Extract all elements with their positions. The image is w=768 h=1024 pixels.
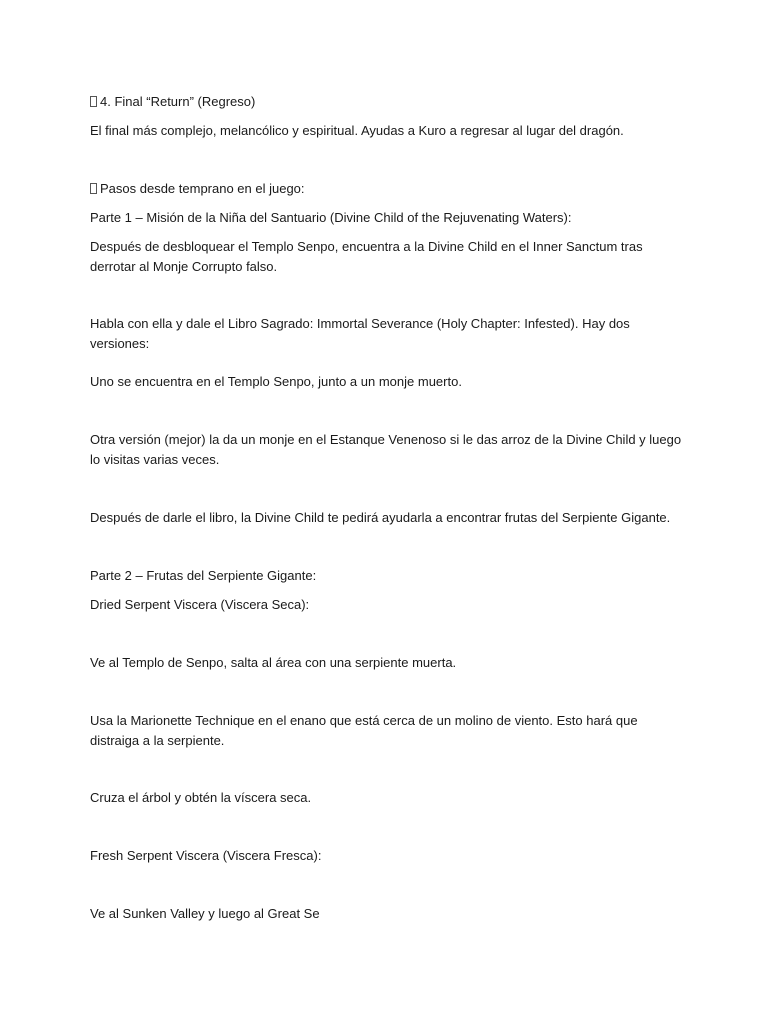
missing-glyph-icon (90, 96, 97, 107)
intro-paragraph: El final más complejo, melancólico y espiritual. Ayudas a Kuro a regresar al lugar del dragón. (90, 123, 624, 138)
dried-viscera-title: Dried Serpent Viscera (Viscera Seca): (90, 597, 310, 612)
missing-glyph-icon (90, 183, 97, 194)
version2-paragraph: Otra versión (mejor) la da un monje en el Estanque Venenoso si le das arroz de la Divine Child y luego lo visitas varias veces. (90, 432, 682, 467)
version1-paragraph: Uno se encuentra en el Templo Senpo, junto a un monje muerto. (90, 374, 462, 389)
unlock-paragraph: Después de desbloquear el Templo Senpo, encuentra a la Divine Child en el Inner Sanctum tras derrotar al Monje Corrupto falso. (90, 239, 643, 274)
part2-title: Parte 2 – Frutas del Serpiente Gigante: (90, 568, 317, 583)
fresh-viscera-title: Fresh Serpent Viscera (Viscera Fresca): (90, 848, 322, 863)
dried-step1-paragraph: Ve al Templo de Senpo, salta al área con una serpiente muerta. (90, 655, 457, 670)
dried-step3-paragraph: Cruza el árbol y obtén la víscera seca. (90, 790, 312, 805)
ending-heading: 4. Final “Return” (Regreso) (90, 92, 682, 112)
fresh-step1-paragraph: Ve al Sunken Valley y luego al Great Se (90, 906, 320, 921)
after-book-paragraph: Después de darle el libro, la Divine Child te pedirá ayudarla a encontrar frutas del Serpiente Gigante. (90, 510, 671, 525)
steps-heading: Pasos desde temprano en el juego: (90, 179, 682, 199)
dried-step2-paragraph: Usa la Marionette Technique en el enano que está cerca de un molino de viento. Esto hará que distraiga a la serpiente. (90, 713, 638, 748)
part1-title: Parte 1 – Misión de la Niña del Santuario (Divine Child of the Rejuvenating Waters): (90, 210, 572, 225)
talk-paragraph: Habla con ella y dale el Libro Sagrado: Immortal Severance (Holy Chapter: Infested). Hay dos versiones: (90, 316, 630, 351)
